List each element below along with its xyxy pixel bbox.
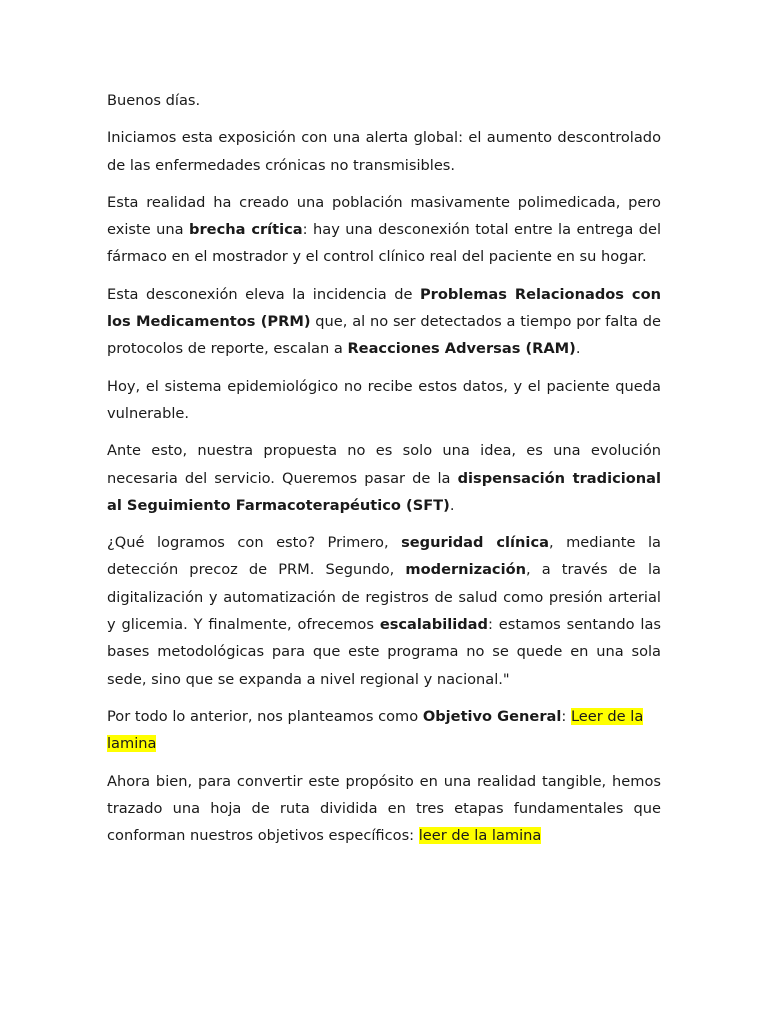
paragraph-6 [107,529,661,693]
paragraph-6-text-2: , mediante la detección precoz de PRM. Segundo, [107,534,661,579]
paragraph-8 [107,768,661,850]
paragraph-3-bold-1: Problemas Relacionados con los Medicamentos (PRM) [107,285,662,331]
paragraph-5-text-2: . [449,496,455,514]
paragraph-5-text-1: Ante esto, nuestra propuesta no es solo una idea, es una evolución necesaria del servicio. Queremos pasar de la [107,442,661,487]
paragraph-4 [107,373,661,428]
paragraph-6-bold-2: modernización [405,561,526,579]
paragraph-3 [107,281,661,363]
paragraph-6-text-3: , a través de la digitalización y automatización de registros de salud como presión arterial y glicemia. Y finalmente, ofrecemos [107,561,662,634]
paragraph-2-bold-1: brecha crítica [189,221,303,239]
paragraph-8-text-1: Ahora bien, para convertir este propósito en una realidad tangible, hemos trazado una hoja de ruta dividida en tres etapas fundamentales que conforman nuestros objetivos específicos: [107,772,661,845]
paragraph-2-text-2: : hay una desconexión total entre la entrega del fármaco en el mostrador y el control clínico real del paciente en su hogar. [107,221,662,266]
paragraph-5 [107,437,661,519]
paragraph-6-bold-1: seguridad clínica [401,534,549,552]
paragraph-6-bold-3: escalabilidad [379,616,488,634]
greeting-text: Buenos días. [107,92,201,109]
greeting-paragraph [107,87,661,114]
document-body [107,87,661,859]
paragraph-4-text: Hoy, el sistema epidemiológico no recibe estos datos, y el paciente queda vulnerable. [107,377,661,422]
paragraph-2 [107,189,661,271]
paragraph-7 [107,703,661,758]
paragraph-8-highlight: leer de la lamina [418,827,542,845]
paragraph-7-highlight: Leer de la lamina [107,707,644,753]
paragraph-7-text-1: Por todo lo anterior, nos planteamos como [107,707,423,725]
paragraph-3-text-3: . [575,340,581,358]
paragraph-1-text: Iniciamos esta exposición con una alerta global: el aumento descontrolado de las enfermedades crónicas no transmisibles. [107,129,661,174]
paragraph-5-bold-1: dispensación tradicional al Seguimiento Farmacoterapéutico (SFT) [107,469,661,514]
paragraph-3-bold-2: Reacciones Adversas (RAM) [347,340,576,358]
paragraph-3-text-1: Esta desconexión eleva la incidencia de [107,285,420,303]
paragraph-1 [107,124,661,179]
paragraph-6-text-4: : estamos sentando las bases metodológicas para que este programa no se quede en una sola sede, sino que se expanda a nivel regional y nacional." [107,616,662,688]
paragraph-6-text-1: ¿Qué logramos con esto? Primero, [107,534,402,552]
paragraph-3-text-2: que, al no ser detectados a tiempo por falta de protocolos de reporte, escalan a [107,313,661,358]
paragraph-2-text-1: Esta realidad ha creado una población masivamente polimedicada, pero existe una [107,193,661,239]
paragraph-7-text-2: : [561,707,571,725]
paragraph-7-bold-1: Objetivo General [422,707,562,725]
